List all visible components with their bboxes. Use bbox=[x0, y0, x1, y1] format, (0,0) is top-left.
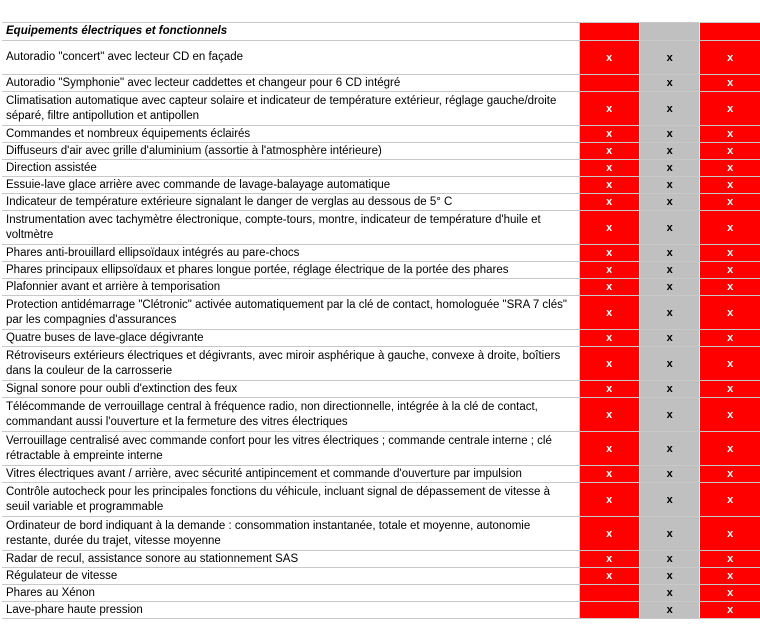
table-row bbox=[2, 551, 760, 568]
equipment-table bbox=[2, 22, 760, 619]
model-1-mark: x bbox=[579, 551, 639, 568]
model-3-mark: x bbox=[700, 41, 760, 75]
model-2-mark: x bbox=[639, 279, 699, 296]
table-row bbox=[2, 211, 760, 245]
equipment-label: Phares anti-brouillard ellipsoïdaux intégrés au pare-chocs bbox=[2, 245, 579, 262]
table-row bbox=[2, 517, 760, 551]
model-2-mark: x bbox=[639, 245, 699, 262]
table-row bbox=[2, 330, 760, 347]
table-row bbox=[2, 262, 760, 279]
model-1-mark: x bbox=[579, 330, 639, 347]
model-3-mark: x bbox=[700, 602, 760, 619]
table-row bbox=[2, 75, 760, 92]
table-row bbox=[2, 160, 760, 177]
model-1-mark: x bbox=[579, 262, 639, 279]
model-1-mark: x bbox=[579, 347, 639, 381]
table-row bbox=[2, 41, 760, 75]
model-2-mark: x bbox=[639, 483, 699, 517]
model-1-mark: x bbox=[579, 160, 639, 177]
model-1-mark: x bbox=[579, 517, 639, 551]
equipment-label: Vitres électriques avant / arrière, avec sécurité antipincement et commande d'ouverture par impulsion bbox=[2, 466, 579, 483]
model-3-mark: x bbox=[700, 160, 760, 177]
model-1-mark: x bbox=[579, 432, 639, 466]
model-3-mark: x bbox=[700, 194, 760, 211]
model-2-mark: x bbox=[639, 194, 699, 211]
section-header-row bbox=[2, 23, 760, 41]
model-3-mark: x bbox=[700, 483, 760, 517]
model-3-mark: x bbox=[700, 517, 760, 551]
model-1-mark: x bbox=[579, 41, 639, 75]
model-3-mark: x bbox=[700, 585, 760, 602]
section-title: Equipements électriques et fonctionnels bbox=[2, 23, 579, 41]
equipment-label: Lave-phare haute pression bbox=[2, 602, 579, 619]
model-3-mark: x bbox=[700, 347, 760, 381]
model-1-mark: x bbox=[579, 194, 639, 211]
equipment-label: Régulateur de vitesse bbox=[2, 568, 579, 585]
equipment-label: Direction assistée bbox=[2, 160, 579, 177]
model-2-mark: x bbox=[639, 211, 699, 245]
model-3-mark: x bbox=[700, 279, 760, 296]
model-2-mark: x bbox=[639, 330, 699, 347]
equipment-label: Radar de recul, assistance sonore au stationnement SAS bbox=[2, 551, 579, 568]
table-row bbox=[2, 466, 760, 483]
equipment-label: Autoradio "Symphonie" avec lecteur caddettes et changeur pour 6 CD intégré bbox=[2, 75, 579, 92]
model-3-mark: x bbox=[700, 551, 760, 568]
model-3-header-cell bbox=[700, 23, 760, 41]
model-3-mark: x bbox=[700, 381, 760, 398]
model-1-mark: x bbox=[579, 92, 639, 126]
model-1-mark: x bbox=[579, 381, 639, 398]
table-row bbox=[2, 432, 760, 466]
model-3-mark: x bbox=[700, 92, 760, 126]
equipment-label: Instrumentation avec tachymètre électronique, compte-tours, montre, indicateur de température d'huile et voltmètre bbox=[2, 211, 579, 245]
model-3-mark: x bbox=[700, 296, 760, 330]
model-3-mark: x bbox=[700, 245, 760, 262]
equipment-label: Rétroviseurs extérieurs électriques et dégivrants, avec miroir asphérique à gauche, convexe à droite, boîtiers dans la couleur de la carrosserie bbox=[2, 347, 579, 381]
model-1-mark: x bbox=[579, 483, 639, 517]
equipment-label: Phares principaux ellipsoïdaux et phares longue portée, réglage électrique de la portée des phares bbox=[2, 262, 579, 279]
table-row bbox=[2, 279, 760, 296]
model-3-mark: x bbox=[700, 75, 760, 92]
model-3-mark: x bbox=[700, 432, 760, 466]
equipment-label: Commandes et nombreux équipements éclairés bbox=[2, 126, 579, 143]
model-1-mark: x bbox=[579, 398, 639, 432]
table-row bbox=[2, 245, 760, 262]
table-row bbox=[2, 296, 760, 330]
equipment-label: Télécommande de verrouillage central à fréquence radio, non directionnelle, intégrée à la clé de contact, commandant aussi l'ouverture et la fermeture des vitres électriques bbox=[2, 398, 579, 432]
table-row bbox=[2, 143, 760, 160]
model-2-mark: x bbox=[639, 177, 699, 194]
model-2-mark: x bbox=[639, 381, 699, 398]
model-3-mark: x bbox=[700, 126, 760, 143]
model-3-mark: x bbox=[700, 398, 760, 432]
equipment-label: Climatisation automatique avec capteur solaire et indicateur de température extérieur, réglage gauche/droite séparé, filtre antipollution et antipollen bbox=[2, 92, 579, 126]
model-1-mark: x bbox=[579, 466, 639, 483]
equipment-label: Protection antidémarrage "Clétronic" activée automatiquement par la clé de contact, homologuée "SRA 7 clés" par les compagnies d'assurances bbox=[2, 296, 579, 330]
table-row bbox=[2, 602, 760, 619]
model-2-mark: x bbox=[639, 262, 699, 279]
model-2-mark: x bbox=[639, 41, 699, 75]
equipment-label: Phares au Xénon bbox=[2, 585, 579, 602]
equipment-label: Ordinateur de bord indiquant à la demande : consommation instantanée, totale et moyenne, autonomie restante, durée du trajet, vitesse moyenne bbox=[2, 517, 579, 551]
equipment-label: Contrôle autocheck pour les principales fonctions du véhicule, incluant signal de dépassement de vitesse à seuil variable et programmable bbox=[2, 483, 579, 517]
table-row bbox=[2, 347, 760, 381]
model-1-mark bbox=[579, 602, 639, 619]
model-2-mark: x bbox=[639, 517, 699, 551]
model-2-mark: x bbox=[639, 75, 699, 92]
model-2-mark: x bbox=[639, 160, 699, 177]
model-1-mark bbox=[579, 585, 639, 602]
equipment-table-body bbox=[2, 23, 760, 619]
model-2-mark: x bbox=[639, 585, 699, 602]
model-3-mark: x bbox=[700, 568, 760, 585]
model-2-mark: x bbox=[639, 551, 699, 568]
model-2-header-cell bbox=[639, 23, 699, 41]
table-row bbox=[2, 92, 760, 126]
model-2-mark: x bbox=[639, 143, 699, 160]
table-row bbox=[2, 177, 760, 194]
equipment-label: Verrouillage centralisé avec commande confort pour les vitres électriques ; commande centrale interne ; clé rétractable à empreinte interne bbox=[2, 432, 579, 466]
equipment-label: Essuie-lave glace arrière avec commande de lavage-balayage automatique bbox=[2, 177, 579, 194]
equipment-label: Diffuseurs d'air avec grille d'aluminium (assortie à l'atmosphère intérieure) bbox=[2, 143, 579, 160]
model-3-mark: x bbox=[700, 177, 760, 194]
model-2-mark: x bbox=[639, 296, 699, 330]
table-row bbox=[2, 126, 760, 143]
model-1-mark: x bbox=[579, 143, 639, 160]
model-1-mark: x bbox=[579, 211, 639, 245]
model-3-mark: x bbox=[700, 211, 760, 245]
model-3-mark: x bbox=[700, 143, 760, 160]
model-1-header-cell bbox=[579, 23, 639, 41]
table-row bbox=[2, 398, 760, 432]
model-2-mark: x bbox=[639, 347, 699, 381]
model-1-mark: x bbox=[579, 126, 639, 143]
model-1-mark: x bbox=[579, 568, 639, 585]
model-2-mark: x bbox=[639, 432, 699, 466]
model-1-mark: x bbox=[579, 279, 639, 296]
model-1-mark: x bbox=[579, 177, 639, 194]
model-1-mark bbox=[579, 75, 639, 92]
model-2-mark: x bbox=[639, 92, 699, 126]
equipment-label: Plafonnier avant et arrière à temporisation bbox=[2, 279, 579, 296]
equipment-label: Autoradio "concert" avec lecteur CD en façade bbox=[2, 41, 579, 75]
model-1-mark: x bbox=[579, 296, 639, 330]
equipment-label: Quatre buses de lave-glace dégivrante bbox=[2, 330, 579, 347]
model-2-mark: x bbox=[639, 568, 699, 585]
table-row bbox=[2, 194, 760, 211]
model-2-mark: x bbox=[639, 126, 699, 143]
table-row bbox=[2, 381, 760, 398]
model-2-mark: x bbox=[639, 398, 699, 432]
model-3-mark: x bbox=[700, 330, 760, 347]
equipment-label: Indicateur de température extérieure signalant le danger de verglas au dessous de 5° C bbox=[2, 194, 579, 211]
equipment-label: Signal sonore pour oubli d'extinction des feux bbox=[2, 381, 579, 398]
model-3-mark: x bbox=[700, 466, 760, 483]
table-row bbox=[2, 568, 760, 585]
table-row bbox=[2, 585, 760, 602]
model-2-mark: x bbox=[639, 466, 699, 483]
model-1-mark: x bbox=[579, 245, 639, 262]
model-3-mark: x bbox=[700, 262, 760, 279]
model-2-mark: x bbox=[639, 602, 699, 619]
table-row bbox=[2, 483, 760, 517]
